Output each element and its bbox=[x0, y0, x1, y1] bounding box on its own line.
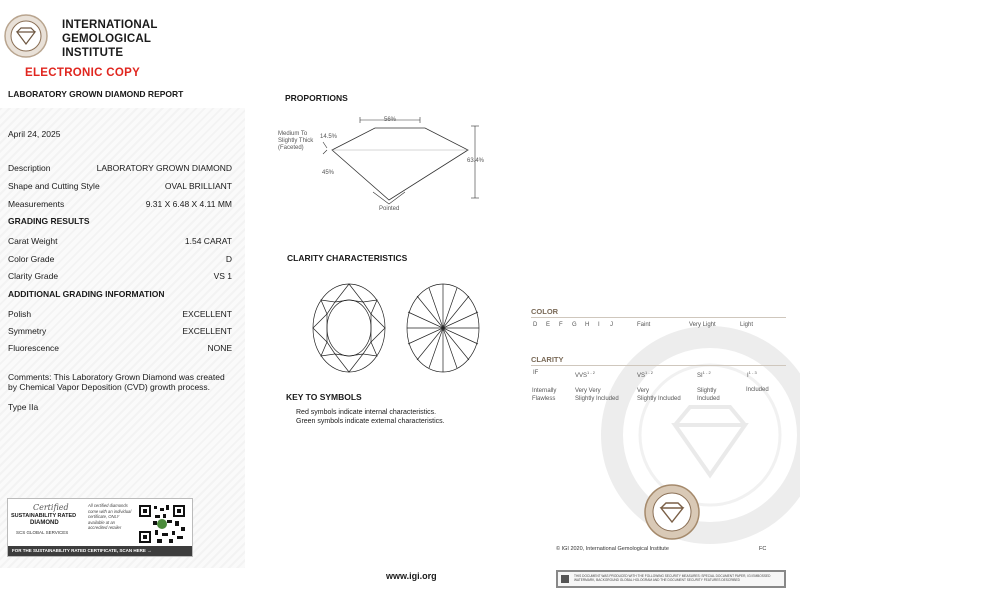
clarity-desc-vs bbox=[637, 387, 681, 403]
additional-grading-title: ADDITIONAL GRADING INFORMATION bbox=[8, 289, 165, 299]
diamond-label: DIAMOND bbox=[30, 520, 59, 526]
fc-code: FC bbox=[759, 546, 767, 552]
proportions-title: PROPORTIONS bbox=[285, 93, 348, 103]
clarity-grade-if: IF bbox=[533, 370, 539, 376]
clarity-grade-si-label: SI bbox=[697, 373, 703, 379]
retailer-note: All certified diamonds come with an individual certificate, ONLY available at an accredited retailer bbox=[88, 503, 132, 530]
proportions-profile-outline bbox=[332, 128, 468, 200]
pavilion-percent: 45% bbox=[322, 170, 335, 176]
measurements-value: 9.31 X 6.48 X 4.11 MM bbox=[145, 199, 232, 209]
comments-text: Comments: This Laboratory Grown Diamond was created by Chemical Vapor Deposition (CVD) growth process. bbox=[8, 372, 225, 392]
clarity-scale-rule bbox=[531, 365, 786, 366]
clarity-desc-if-line2: Flawless bbox=[532, 396, 556, 402]
org-name bbox=[62, 18, 158, 60]
crown-view-diagram bbox=[311, 282, 387, 374]
color-grade-g: G bbox=[572, 322, 577, 328]
clarity-grade-si bbox=[697, 370, 711, 379]
color-faint: Faint bbox=[637, 322, 651, 328]
clarity-desc-si bbox=[697, 387, 720, 403]
carat-label: Carat Weight bbox=[8, 236, 58, 246]
color-grade-e: E bbox=[546, 322, 551, 328]
clarity-desc-i: Included bbox=[746, 387, 769, 393]
color-grade-d: D bbox=[533, 322, 538, 328]
clarity-desc-si-line2: Included bbox=[697, 396, 720, 402]
color-scale-rule bbox=[531, 317, 786, 318]
org-name-line1: INTERNATIONAL bbox=[62, 19, 158, 31]
fluorescence-label: Fluorescence bbox=[8, 343, 60, 353]
org-name-line2: GEMOLOGICAL bbox=[62, 33, 152, 45]
key-green-symbols: Green symbols indicate external characteristics. bbox=[296, 418, 445, 425]
org-name-line3: INSTITUTE bbox=[62, 47, 124, 59]
shape-label: Shape and Cutting Style bbox=[8, 181, 100, 191]
color-scale-title: COLOR bbox=[531, 307, 559, 316]
grading-results-title: GRADING RESULTS bbox=[8, 216, 90, 226]
key-red-symbols: Red symbols indicate internal characteristics. bbox=[296, 409, 437, 416]
girdle-description: Medium To Slightly Thick (Faceted) bbox=[278, 131, 314, 151]
scan-here-bar[interactable] bbox=[8, 546, 192, 556]
depth-percent: 63.4% bbox=[467, 158, 485, 164]
clarity-desc-vs-line2: Slightly Included bbox=[637, 396, 681, 402]
pavilion-view-diagram bbox=[405, 282, 481, 374]
clarity-desc-vvs-line2: Slightly Included bbox=[575, 396, 619, 402]
clarity-desc-vvs-line1: Very Very bbox=[575, 388, 601, 394]
crown-percent: 14.5% bbox=[320, 134, 338, 140]
igi-watermark-seal bbox=[600, 325, 800, 545]
clarity-grade-vvs-range: 1 - 2 bbox=[587, 370, 596, 375]
clarity-grade-vvs-label: VVS bbox=[575, 373, 588, 379]
culet-description: Pointed bbox=[379, 206, 400, 212]
polish-value: EXCELLENT bbox=[182, 309, 232, 319]
report-title: LABORATORY GROWN DIAMOND REPORT bbox=[8, 89, 184, 99]
security-notice bbox=[556, 570, 786, 588]
color-very-light: Very Light bbox=[689, 322, 716, 328]
clarity-characteristics-title: CLARITY CHARACTERISTICS bbox=[287, 253, 408, 263]
clarity-grade-i-range: 1 - 3 bbox=[748, 370, 757, 375]
color-grade-j: J bbox=[610, 322, 613, 328]
culet-marker bbox=[373, 192, 405, 204]
table-percent: 56% bbox=[384, 117, 397, 123]
clarity-desc-vvs bbox=[575, 387, 619, 403]
clarity-grade-vs bbox=[637, 370, 653, 379]
certified-label: Certified bbox=[33, 503, 69, 512]
clarity-grade-vvs bbox=[575, 370, 595, 379]
clarity-grade-vs-range: 1 - 2 bbox=[645, 370, 654, 375]
clarity-grade-si-range: 1 - 2 bbox=[702, 370, 711, 375]
diamond-type: Type IIa bbox=[8, 402, 39, 412]
clarity-desc-if-line1: Internally bbox=[532, 388, 557, 394]
copyright-text: © IGI 2020, International Gemological Institute bbox=[556, 546, 669, 552]
clarity-scale-title: CLARITY bbox=[531, 355, 564, 364]
report-date: April 24, 2025 bbox=[8, 129, 61, 139]
carat-value: 1.54 CARAT bbox=[184, 236, 232, 246]
polish-label: Polish bbox=[8, 309, 32, 319]
shape-value: OVAL BRILLIANT bbox=[164, 181, 232, 191]
measurements-label: Measurements bbox=[8, 199, 65, 209]
clarity-desc-vs-line1: Very bbox=[637, 388, 650, 394]
scan-here-text: FOR THE SUSTAINABILITY RATED CERTIFICATE, SCAN HERE → bbox=[12, 548, 152, 553]
symmetry-value: EXCELLENT bbox=[182, 326, 232, 336]
scs-label: SCS GLOBAL SERVICES bbox=[16, 530, 69, 535]
color-grade-value: D bbox=[225, 254, 232, 264]
website-link[interactable]: www.igi.org bbox=[386, 571, 437, 581]
key-to-symbols-title: KEY TO SYMBOLS bbox=[286, 392, 362, 402]
color-grade-i: I bbox=[598, 322, 600, 328]
security-icon bbox=[561, 575, 569, 583]
fluorescence-value: NONE bbox=[207, 343, 232, 353]
girdle-marker bbox=[323, 142, 327, 154]
electronic-copy-label: ELECTRONIC COPY bbox=[25, 67, 141, 79]
color-grade-f: F bbox=[559, 322, 563, 328]
clarity-desc-si-line1: Slightly bbox=[697, 388, 717, 394]
description-label: Description bbox=[8, 163, 51, 173]
color-grade-label: Color Grade bbox=[8, 254, 55, 264]
qr-code-icon[interactable] bbox=[137, 503, 187, 545]
description-value: LABORATORY GROWN DIAMOND bbox=[96, 163, 232, 173]
clarity-grade-i-label: I bbox=[747, 373, 749, 379]
clarity-grade-vs-label: VS bbox=[637, 373, 646, 379]
clarity-grade-i bbox=[747, 370, 757, 379]
sustainability-badge bbox=[7, 498, 193, 557]
clarity-desc-if bbox=[532, 387, 556, 403]
symmetry-label: Symmetry bbox=[8, 326, 47, 336]
color-light: Light bbox=[740, 322, 754, 328]
clarity-grade-label: Clarity Grade bbox=[8, 271, 59, 281]
color-grade-h: H bbox=[585, 322, 590, 328]
proportions-diagram bbox=[275, 110, 495, 220]
clarity-grade-value: VS 1 bbox=[213, 271, 232, 281]
igi-seal-logo bbox=[4, 14, 48, 58]
igi-gold-seal-icon bbox=[644, 484, 700, 540]
security-notice-text: THIS DOCUMENT WAS PRODUCED WITH THE FOLLOWING SECURITY MEASURES: SPECIAL DOCUMENT PAPER, IGI EMBOSSED WATERMARK, BACKGROUND GLOBAL HOLOGRAM AND THE DOCUMENT SECURITY FEATURES DESCRIBED bbox=[574, 574, 771, 582]
sustainability-rated-label: SUSTAINABILITY RATED bbox=[11, 513, 77, 519]
